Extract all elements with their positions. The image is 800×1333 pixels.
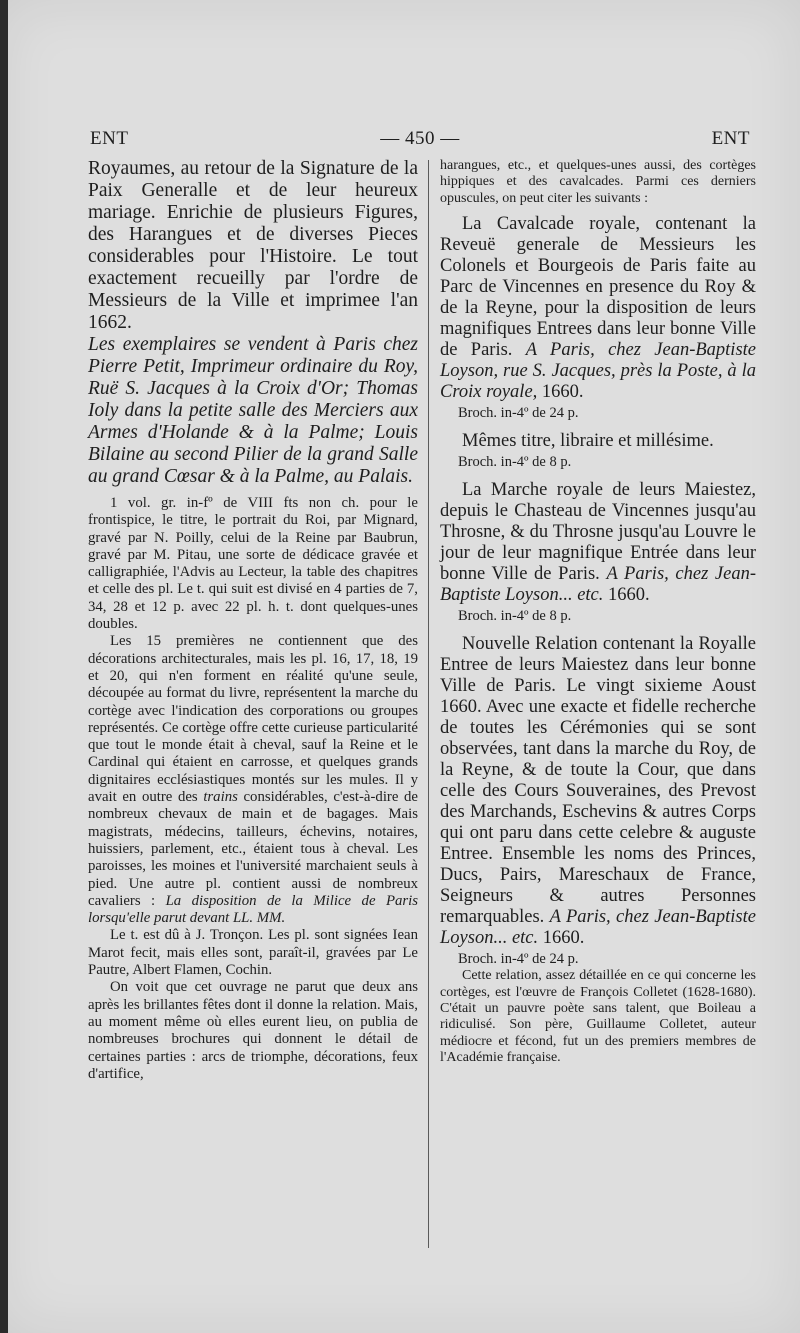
entry-cavalcade-year: 1660. — [541, 382, 584, 403]
entry-cavalcade-imprint: A Paris, chez Jean-Baptiste Loyson, rue S. Jacques, près la Poste, à la Croix royale, — [440, 340, 756, 403]
entry-cavalcade-format: Broch. in-4º de 24 p. — [458, 405, 579, 422]
running-head-left: ENT — [90, 128, 129, 149]
paragraph-plates-a: Les 15 premières ne contiennent que des décorations architecturales, mais les pl. 16, 17, 18, 19 et 20, qui n'en forment en réalité qu'une seule, découpée au format du livre, représentent la marche du cortège avec l'indication des corporations ou groupes représentés. Ce cortège offre cette curieuse particularité que tout le monde était à cheval, sauf la Reine et le Cardinal qui étaient en carrosse, et quelques grands dignitaires ecclésiastiques montés sur les mules. Il y avait en outre des — [88, 633, 418, 806]
entry-nouvelle-relation-imprint: A Paris, chez Jean-Baptiste Loyson... etc. — [440, 907, 756, 949]
running-head-right: ENT — [711, 128, 750, 149]
paragraph-brochures: On voit que cet ouvrage ne parut que deux ans après les brillantes fêtes dont il donne la relation. Mais, au moment même où elles eurent lieu, on publia de nombreuses brochures qui donnent le détail de certaines parties : arcs de triomphe, décorations, feux d'artifice, — [88, 979, 418, 1082]
entry-nouvelle-relation-title: Nouvelle Relation contenant la Royalle Entree de leurs Maiestez dans leur bonne Ville de Paris. Le vingt sixieme Aoust 1660. Avec une exacte et fidelle recherche de toutes les Cérémonies qui se sont observées, tant dans la marche du Roy, de la Reyne, & de toute la Cour, que dans celle des Cours Souveraines, des Prevost des Marchands, Eschevins & autres Corps qui ont paru dans cette celebre & auguste Entree. Ensemble les noms des Princes, Ducs, Pairs, Mareschaux de France, Seigneurs & autres Personnes remarquables. — [440, 634, 756, 928]
entry-marche-royale-title: La Marche royale de leurs Maiestez, depuis le Chasteau de Vincennes jusqu'au Throsne, & du Throsne jusqu'au Louvre le jour de leur magnifique Entrée dans leur bonne Ville de Paris. — [440, 480, 756, 585]
left-column — [88, 158, 418, 1083]
entry-cavalcade-title: La Cavalcade royale, contenant la Reveuë generale de Messieurs les Colonels et Bourgeois de Paris faite au Parc de Vincennes en presence du Roy & de la Reyne, pour la disposition de leurs magnifiques Entrees dans leur bonne Ville de Paris. — [440, 214, 756, 361]
entry-marche-royale-year: 1660. — [608, 585, 650, 606]
paragraph-plates-trains: trains — [203, 789, 238, 806]
imprint: Les exemplaires se vendent à Paris chez Pierre Petit, Imprimeur ordinaire du Roy, Ruë S. Jacques à la Croix d'Or; Thomas Ioly dans la petite salle des Merciers aux Armes d'Holande & à la Palme; Louis Bilaine au second Pilier de la grand Salle au grand Cœsar & à la Palme, au Palais. — [88, 334, 418, 487]
entry-marche-royale-imprint: A Paris, chez Jean-Baptiste Loyson... etc. — [440, 564, 757, 606]
entry-cavalcade — [440, 214, 756, 403]
title-entry: Royaumes, au retour de la Signature de la Paix Generalle et de leur heureux mariage. Enrichie de plusieurs Figures, des Harangues et de diverses Pieces considerables pour l'Histoire. Le tout exactement recueilly par l'ordre de Messieurs de la Ville et imprimee l'an 1662. — [88, 158, 418, 333]
entry-nouvelle-relation-year: 1660. — [542, 928, 585, 949]
entry-nouvelle-relation-format: Broch. in-4º de 24 p. — [458, 951, 579, 968]
entry-marche-royale-format: Broch. in-4º de 8 p. — [458, 608, 572, 625]
running-head — [90, 128, 750, 156]
note-colletet: Cette relation, assez détaillée en ce qui concerne les cortèges, est l'œuvre de François Colletet (1628-1680). C'était un pauvre poète sans talent, que Boileau a ridiculisé. Son père, Guillaume Colletet, auteur médiocre et fécond, fut un des premiers membres de l'Académie française. — [440, 968, 756, 1066]
right-intro: harangues, etc., et quelques-unes aussi, des cortèges hippiques et des cavalcades. Parmi ces derniers opuscules, on peut citer les suivants : — [440, 158, 756, 206]
paragraph-plates-c: La disposition de la Milice de Paris lorsqu'elle parut devant LL. MM. — [88, 892, 419, 927]
paragraph-plates — [88, 633, 418, 927]
entry-marche-royale — [440, 480, 756, 606]
paragraph-text-author: Le t. est dû à J. Tronçon. Les pl. sont signées Iean Marot fecit, mais elles sont, paraît-il, gravées par Le Pautre, Albert Flamen, Cochin. — [88, 927, 418, 979]
description: 1 vol. gr. in-fº de VIII fts non ch. pour le frontispice, le titre, le portrait du Roi, par Mignard, gravé par N. Poilly, celui de la Reine par Baubrun, gravé par M. Pitau, une sorte de dédicace gravée et calligraphiée, l'Advis au Lecteur, la table des chapitres et celle des pl. Le t. qui suit est divisé en 4 parties de 7, 34, 28 et 12 p. avec 22 pl. h. t. dont quelques-unes doubles. — [88, 495, 418, 633]
right-column — [440, 158, 756, 1067]
entry-memes-titre-format: Broch. in-4º de 8 p. — [458, 454, 572, 471]
entry-memes-titre: Mêmes titre, libraire et millésime. — [462, 431, 714, 452]
entry-nouvelle-relation — [440, 634, 756, 949]
page-number: — 450 — — [380, 128, 460, 149]
paragraph-plates-b: considérables, c'est-à-dire de nombreux chevaux de main et de bagages. Mais magistrats, médecins, tailleurs, échevins, notaires, huissiers, parlement, etc., étaient tous à cheval. Les paroisses, les moines et l'université marchaient seuls à pied. Une autre pl. contient aussi de nombreux cavaliers : — [88, 789, 419, 909]
column-divider — [428, 160, 429, 1248]
